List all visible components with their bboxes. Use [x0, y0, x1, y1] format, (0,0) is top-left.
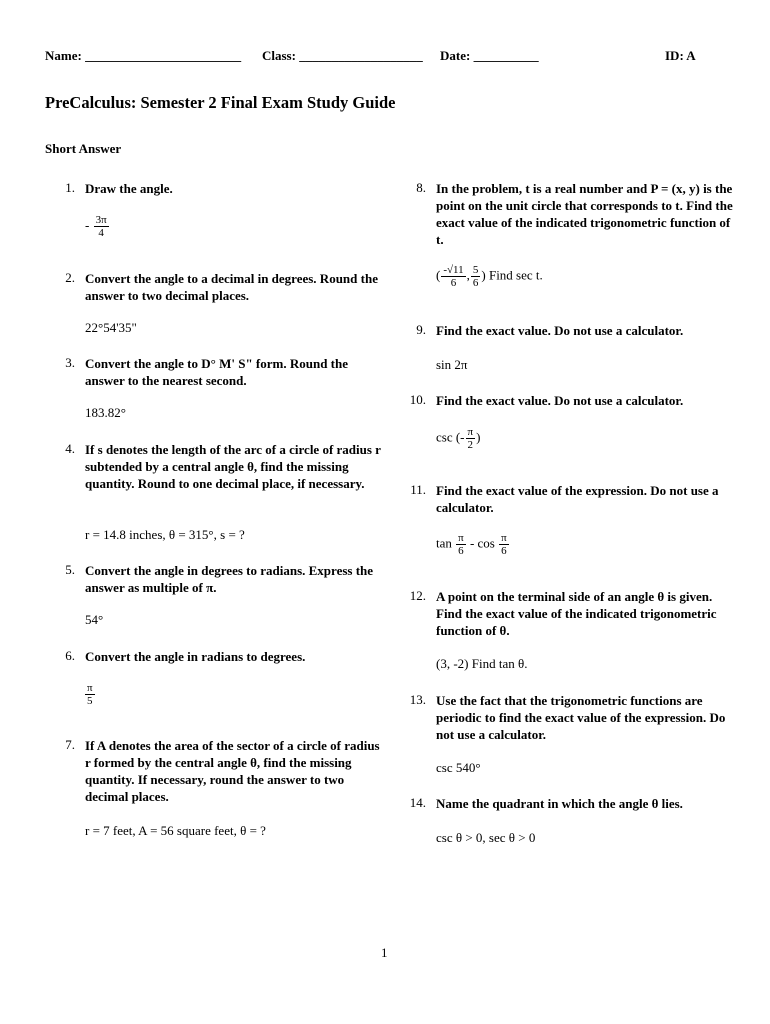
page-number: 1 [381, 945, 388, 960]
question-text: Draw the angle. [85, 181, 173, 196]
question-2-given: 22°54'35" [85, 320, 137, 335]
id-label: ID: A [665, 48, 696, 63]
question-8-given: ( $\frac{-√11}{6}$ , $\frac{5}{6}$ ) Find sec t. [436, 264, 543, 289]
page-title: PreCalculus: Semester 2 Final Exam Study Guide [45, 93, 396, 112]
question-4-given: r = 14.8 inches, θ = 315°, s = ? [85, 527, 245, 542]
question-9-given: sin 2π [436, 357, 468, 372]
class-field-label: Class: ___________________ [262, 48, 423, 63]
name-field-label: Name: ________________________ [45, 48, 242, 63]
question-5-given: 54° [85, 612, 104, 627]
question-11-given: tan $\frac{\pi}{6}$ - cos $\frac{\pi}{6}$ [436, 532, 507, 557]
question-number: 1. [65, 180, 75, 195]
fraction: $\frac{\pi}{2}$ [467, 426, 474, 451]
fraction: $\frac{5}{6}$ [472, 264, 479, 289]
question-1-given: - $\frac{3\pi}{4}$ [85, 214, 107, 239]
fraction: $\frac{\pi}{5}$ [87, 682, 93, 707]
question-12-given: (3, -2) Find tan θ. [436, 656, 528, 671]
question-13-given: csc 540° [436, 760, 481, 775]
fraction: $\frac{\pi}{6}$ [458, 532, 464, 557]
question-7-given: r = 7 feet, A = 56 square feet, θ = ? [85, 823, 266, 838]
question-6-given [84, 682, 96, 707]
fraction: $\frac{3\pi}{4}$ [95, 214, 107, 239]
question-14-given: csc θ > 0, sec θ > 0 [436, 830, 536, 845]
fraction: $\frac{\pi}{6}$ [501, 532, 507, 557]
question-10-given: csc (- $\frac{\pi}{2}$ ) [436, 426, 481, 451]
question-3-given: 183.82° [85, 405, 126, 420]
date-field-label: Date: __________ [440, 48, 539, 63]
section-heading: Short Answer [45, 141, 122, 156]
fraction: $\frac{-√11}{6}$ [443, 264, 464, 289]
